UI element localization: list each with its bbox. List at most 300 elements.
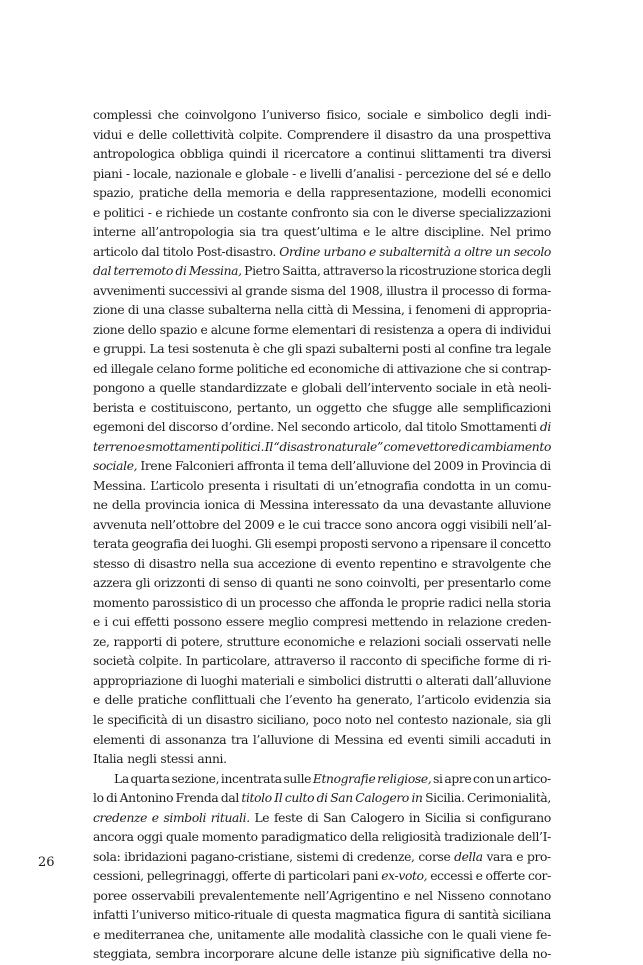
word: alcune — [210, 322, 250, 337]
word: spazio, — [93, 186, 134, 201]
word: fe- — [535, 927, 551, 942]
word: di — [149, 732, 161, 747]
word: e — [277, 517, 285, 532]
word: oltre — [464, 244, 493, 259]
word: credenze, — [356, 849, 415, 864]
word: no- — [532, 947, 551, 962]
word: il — [431, 283, 439, 298]
text-line — [93, 399, 551, 417]
word: berista — [93, 400, 135, 415]
word: di — [323, 478, 335, 493]
word: Messina — [334, 732, 384, 747]
word: appropriazione — [93, 673, 183, 688]
word: livelli — [310, 166, 342, 181]
word: richiede — [166, 205, 215, 220]
word: particolare, — [201, 654, 271, 669]
word: dal — [141, 244, 160, 259]
word: e — [93, 693, 100, 708]
word: del — [412, 459, 431, 474]
word: siciliano, — [256, 712, 309, 727]
word: economiche — [308, 361, 380, 376]
word: tra — [231, 732, 249, 747]
word: della — [499, 947, 529, 962]
word: attraverso — [274, 654, 335, 669]
word: al — [231, 283, 242, 298]
word: rituali. — [210, 810, 250, 825]
word: possono — [173, 615, 222, 630]
word: titolo — [426, 420, 457, 435]
word: gli — [287, 342, 303, 357]
word: proposti — [319, 537, 369, 552]
word: - — [397, 166, 402, 181]
word: noto — [345, 712, 372, 727]
word: a — [420, 537, 428, 552]
word: mettendo — [371, 615, 428, 630]
word: infatti — [93, 908, 129, 923]
word: globale — [245, 166, 289, 181]
word: religiosità — [381, 830, 441, 845]
word: ne — [316, 576, 332, 591]
word: L’articolo — [150, 478, 204, 493]
word: pellegrinaggi, — [146, 869, 229, 884]
word: del — [222, 517, 241, 532]
word: o — [415, 673, 423, 688]
word: e — [93, 615, 100, 630]
word: pratiche — [138, 186, 189, 201]
word: e — [93, 342, 100, 357]
word: La — [149, 342, 165, 357]
word: articolo — [93, 244, 138, 259]
word: di — [260, 576, 272, 591]
word: di — [165, 634, 177, 649]
word: sé — [495, 166, 509, 181]
word: complessi — [93, 108, 152, 122]
word: e — [299, 166, 307, 181]
word: città — [307, 303, 334, 318]
word: il — [373, 127, 381, 142]
word: confronto — [291, 205, 349, 220]
word: concetto — [499, 537, 551, 552]
word: elementi — [93, 732, 145, 747]
word: subalternità — [379, 244, 451, 259]
word: ha — [336, 693, 352, 708]
word: evento — [335, 556, 376, 571]
word: eccessi — [430, 869, 473, 884]
word: illustra — [386, 283, 428, 298]
word: paradigmatico — [260, 830, 347, 845]
text-line — [93, 301, 551, 319]
body-text — [93, 106, 551, 965]
word: della — [111, 498, 141, 513]
word: è — [252, 342, 260, 357]
word: un — [218, 205, 234, 220]
word: ri- — [537, 654, 551, 669]
word: particolari — [288, 869, 350, 884]
word: con — [473, 771, 495, 786]
word: a — [354, 147, 362, 162]
word: esempi — [274, 537, 317, 552]
word: un — [240, 595, 256, 610]
word: eventi — [407, 732, 444, 747]
word: condotta — [422, 478, 475, 493]
word: e — [155, 205, 163, 220]
word: luoghi — [200, 673, 238, 688]
word: osservati — [465, 634, 519, 649]
word: età — [495, 381, 515, 396]
word: sia — [352, 205, 369, 220]
word: gli — [536, 712, 551, 727]
word: sono — [334, 576, 363, 591]
word: percezione — [405, 166, 471, 181]
word: sia — [534, 693, 551, 708]
word: poco — [312, 712, 342, 727]
word: storia — [517, 595, 551, 610]
word: di — [320, 556, 332, 571]
word: in — [539, 732, 551, 747]
word: Messina, — [351, 303, 405, 318]
word: globali — [301, 381, 342, 396]
word: visibili — [469, 517, 508, 532]
word: le — [288, 517, 300, 532]
word: steggiata, — [93, 947, 152, 962]
word: alcune — [278, 947, 318, 962]
word: Gli — [254, 537, 272, 552]
text-line — [93, 574, 551, 592]
word: semplificazioni — [462, 400, 551, 415]
word: ed — [388, 732, 403, 747]
word: di — [337, 303, 349, 318]
word: cessioni, — [93, 869, 144, 884]
word: offerte — [231, 869, 272, 884]
word: essere — [225, 615, 265, 630]
word: corse — [418, 849, 451, 864]
word: quarta — [130, 771, 170, 786]
word: che — [259, 693, 281, 708]
word: religiose, — [377, 771, 432, 786]
word: effetti — [134, 615, 170, 630]
word: e — [413, 108, 421, 122]
word: locale, — [133, 166, 172, 181]
word: geografia — [131, 537, 188, 552]
word: ricercatore — [283, 147, 350, 162]
word: feste — [273, 810, 303, 825]
word: attraverso — [322, 264, 384, 279]
word: pani — [352, 869, 379, 884]
word: secolo — [513, 244, 551, 259]
word: i — [264, 478, 269, 493]
word: sulle — [283, 771, 312, 786]
word: ed — [93, 361, 108, 376]
word: politici. — [220, 439, 265, 454]
word: proprie — [401, 595, 445, 610]
word: di — [171, 712, 183, 727]
word: - — [147, 205, 152, 220]
word: avvenuta — [93, 517, 147, 532]
word: senso — [223, 576, 257, 591]
word: illegale — [110, 361, 154, 376]
word: Post-disastro. — [196, 244, 276, 259]
text-line — [93, 379, 551, 397]
text-line — [93, 184, 551, 202]
word: di — [485, 322, 497, 337]
word: dello — [127, 322, 157, 337]
word: specifiche — [420, 654, 481, 669]
word: classe — [168, 303, 205, 318]
text-line — [93, 106, 551, 124]
word: zione — [93, 322, 125, 337]
word: si — [433, 771, 443, 786]
word: potere, — [180, 634, 223, 649]
word: di — [175, 264, 187, 279]
word: e — [290, 381, 298, 396]
word: strutture — [226, 634, 280, 649]
text-line — [93, 321, 551, 339]
word: un — [296, 400, 312, 415]
word: Provincia — [481, 459, 537, 474]
word: significative — [423, 947, 496, 962]
word: delle — [138, 127, 167, 142]
word: terreno — [93, 439, 138, 454]
word: colpite. — [138, 654, 182, 669]
text-line — [93, 770, 551, 788]
word: individui — [499, 322, 551, 337]
word: modelli — [442, 186, 486, 201]
word: forme — [253, 322, 289, 337]
word: di — [497, 283, 509, 298]
text-line — [93, 418, 551, 436]
word: Frenda — [175, 791, 219, 806]
word: secondo — [301, 420, 350, 435]
word: slittamenti — [420, 147, 484, 162]
word: e — [369, 244, 376, 259]
word: e — [126, 127, 134, 142]
word: sisma — [290, 283, 325, 298]
text-line — [93, 496, 551, 514]
word: santità — [458, 908, 499, 923]
word: memoria — [226, 186, 280, 201]
word: e — [151, 810, 159, 825]
word: una — [457, 127, 480, 142]
text-line — [93, 731, 551, 749]
word: Nisseno — [437, 888, 485, 903]
word: credenze — [93, 810, 148, 825]
word: sono — [364, 517, 393, 532]
word: costituiscono, — [150, 400, 233, 415]
text-line — [93, 672, 551, 690]
word: un’etnografia — [338, 478, 419, 493]
word: di — [186, 673, 198, 688]
word: nella — [485, 595, 514, 610]
word: società — [93, 654, 135, 669]
word: pratiche — [137, 693, 187, 708]
word: 1908, — [349, 283, 383, 298]
word: quale — [165, 830, 199, 845]
word: momento — [201, 830, 258, 845]
word: coinvolgono — [184, 108, 257, 122]
word: disastro — [385, 127, 433, 142]
text-line — [93, 750, 551, 768]
word: dall’alluvione — [472, 673, 551, 688]
text-line — [93, 867, 551, 885]
word: successivi — [168, 283, 228, 298]
word: prevalentemente — [198, 888, 300, 903]
word: tracce — [324, 517, 362, 532]
word: Calogero — [355, 791, 409, 806]
word: figura — [404, 908, 440, 923]
word: che — [157, 108, 179, 122]
word: simili — [448, 732, 480, 747]
text-line — [93, 145, 551, 163]
word: e — [93, 927, 100, 942]
word: alle — [436, 400, 458, 415]
word: parossistico — [152, 595, 223, 610]
word: tra — [261, 225, 279, 240]
word: ancora — [93, 830, 134, 845]
word: dal — [220, 791, 239, 806]
text-line — [93, 887, 551, 905]
word: mitico-rituale — [193, 908, 273, 923]
word: pertanto, — [236, 400, 292, 415]
word: Le — [254, 810, 270, 825]
word: Il — [274, 791, 283, 806]
word: quest’ultima — [283, 225, 358, 240]
word: che — [529, 556, 551, 571]
word: spazio — [159, 322, 198, 337]
word: siciliana — [502, 908, 551, 923]
word: negli — [127, 752, 157, 767]
word: e — [93, 205, 100, 220]
word: e — [234, 166, 242, 181]
text-line — [93, 711, 551, 729]
word: una — [401, 498, 425, 513]
word: relazione — [447, 615, 502, 630]
word: presentarlo — [447, 576, 516, 591]
word: radici — [448, 595, 482, 610]
word: articolo, — [353, 420, 402, 435]
word: distrutti — [364, 673, 412, 688]
word: Calogero — [350, 810, 405, 825]
word: le — [452, 927, 463, 942]
text-line — [93, 789, 551, 807]
word: storica — [479, 264, 520, 279]
word: Irene — [140, 459, 172, 474]
word: discorso — [168, 420, 218, 435]
word: di — [342, 849, 354, 864]
word: sembra — [155, 947, 200, 962]
word: piani — [93, 166, 123, 181]
text-line — [93, 633, 551, 651]
word: simboli — [163, 810, 207, 825]
word: stessi — [160, 752, 194, 767]
word: da — [437, 127, 453, 142]
word: sua — [233, 556, 254, 571]
word: cui — [112, 615, 130, 630]
word: processo — [258, 595, 312, 610]
word: affronta — [236, 459, 285, 474]
word: un — [495, 478, 511, 493]
word: come — [519, 576, 551, 591]
word: dell’I- — [517, 830, 551, 845]
word: dal — [404, 420, 423, 435]
word: meglio — [268, 615, 309, 630]
word: politiche — [236, 361, 288, 376]
text-line — [93, 165, 551, 183]
word: più — [400, 947, 420, 962]
word: dei — [190, 537, 209, 552]
word: Nel — [489, 225, 511, 240]
word: cui — [302, 517, 321, 532]
word: legale — [515, 342, 551, 357]
word: simbolico — [427, 108, 484, 122]
word: di — [243, 498, 255, 513]
word: tema — [297, 459, 328, 474]
word: culto — [284, 791, 315, 806]
word: un — [186, 712, 202, 727]
word: apre — [444, 771, 472, 786]
word: e — [138, 400, 146, 415]
word: Smottamenti — [459, 420, 537, 435]
word: e — [440, 556, 448, 571]
word: offerte — [485, 869, 525, 884]
word: ex-voto, — [381, 869, 428, 884]
word: poree — [93, 888, 127, 903]
word: delle — [104, 693, 134, 708]
word: da — [383, 498, 398, 513]
word: sociale, — [93, 459, 138, 474]
word: stesso — [93, 556, 130, 571]
word: e — [403, 888, 411, 903]
word: confine — [448, 342, 492, 357]
word: pro- — [526, 849, 551, 864]
word: celano — [156, 361, 196, 376]
word: ne — [93, 498, 108, 513]
word: repentino — [379, 556, 437, 571]
word: diverse — [412, 205, 456, 220]
word: le — [397, 205, 409, 220]
word: affonda — [339, 595, 384, 610]
word: risultati — [272, 478, 319, 493]
word: ibridazioni — [124, 849, 187, 864]
word: un — [495, 244, 511, 259]
word: fisico, — [326, 108, 361, 122]
word: In — [185, 654, 198, 669]
word: prospettiva — [484, 127, 551, 142]
word: questa — [291, 908, 332, 923]
word: smottamenti — [145, 439, 220, 454]
word: specializzazioni — [459, 205, 551, 220]
text-line — [93, 223, 551, 241]
word: pongono — [93, 381, 145, 396]
word: per — [423, 576, 444, 591]
word: che — [262, 342, 284, 357]
word: “disastro — [273, 439, 327, 454]
word: quanti — [275, 576, 314, 591]
word: opera — [447, 322, 482, 337]
word: rappresentazione, — [330, 186, 438, 201]
word: forma- — [512, 283, 551, 298]
word: e — [475, 869, 483, 884]
word: ed — [290, 361, 306, 376]
word: che, — [188, 927, 214, 942]
word: racconto — [349, 654, 402, 669]
word: colpite. — [238, 127, 283, 142]
word: naturale” — [327, 439, 383, 454]
word: accaduti — [484, 732, 535, 747]
word: contrap- — [501, 361, 551, 376]
word: sostenuta — [192, 342, 250, 357]
word: devastante — [428, 498, 494, 513]
word: si — [465, 810, 475, 825]
